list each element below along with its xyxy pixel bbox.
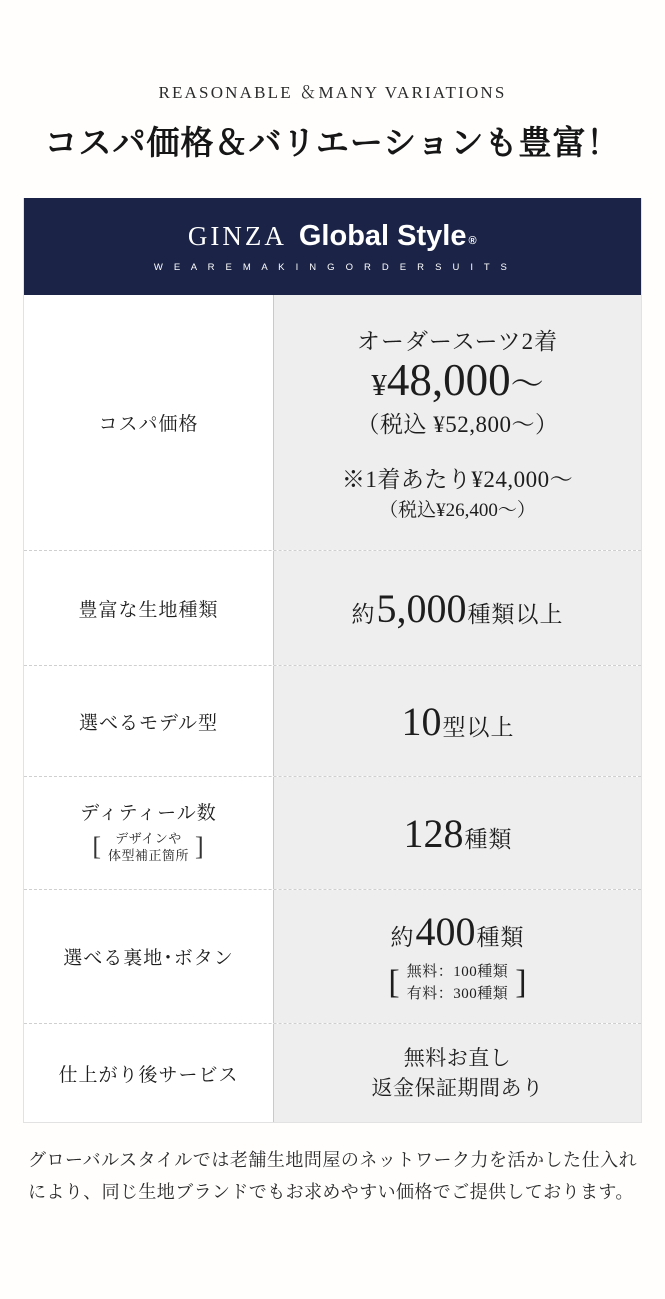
detail-bracket-line2: 体型補正箇所: [107, 848, 189, 864]
price-main-line: [371, 354, 544, 405]
service-value-text: [372, 1043, 544, 1104]
detail-value-line: [403, 810, 513, 857]
row-value-detail: [274, 777, 641, 889]
fabric-value-line: [352, 585, 564, 632]
price-tilde: 〜: [510, 366, 544, 403]
bracket-right-icon: ]: [195, 832, 205, 862]
detail-label-group: [80, 801, 217, 865]
price-yen-symbol: ¥: [371, 366, 387, 402]
row-label-lining: 選べる裏地･ボタン: [24, 890, 274, 1023]
service-line1: 無料お直し: [403, 1045, 512, 1070]
eyebrow-text: REASONABLE ＆MANY VARIATIONS: [158, 83, 507, 102]
row-label-model: 選べるモデル型: [24, 666, 274, 776]
brand-word-ginza: GINZA: [187, 221, 287, 251]
table-row: [24, 666, 641, 777]
price-per-item: ※1着あたり¥24,000〜: [341, 467, 574, 493]
bracket-left-icon: [: [92, 832, 102, 862]
registered-mark-icon: ®: [468, 235, 478, 247]
price-caption: オーダースーツ2着: [356, 328, 559, 354]
row-label-service: 仕上がり後サービス: [24, 1024, 274, 1122]
model-number: 10: [401, 698, 442, 744]
detail-number: 128: [403, 810, 464, 856]
fabric-number: 5,000: [376, 585, 467, 631]
page-title: コスパ価格＆バリエーションも豊富！: [44, 126, 621, 162]
price-amount: 48,000: [386, 354, 511, 405]
bracket-right-icon: ]: [515, 964, 527, 1001]
detail-label-bracket: [92, 830, 204, 865]
row-value-service: [274, 1024, 641, 1122]
table-row: [24, 295, 641, 551]
detail-label-bracket-text: [108, 830, 189, 865]
row-value-fabric: [274, 551, 641, 665]
lining-breakdown-text: [407, 961, 509, 1006]
lining-sub-line1: 無料：100種類: [406, 963, 509, 980]
brand-tagline: W E A R E M A K I N G O R D E R S U I T S: [153, 262, 512, 273]
brand-word-globalstyle: Global Style: [298, 220, 467, 252]
table-row: [24, 777, 641, 890]
model-value-line: [401, 698, 515, 745]
lining-breakdown: [388, 961, 526, 1006]
bracket-left-icon: [: [388, 964, 400, 1001]
table-row: [24, 890, 641, 1024]
lining-prefix: 約: [390, 924, 415, 950]
service-line2: 返金保証期間あり: [371, 1076, 544, 1100]
fabric-prefix: 約: [351, 601, 376, 627]
lining-suffix: 種類: [476, 924, 525, 950]
comparison-table: [23, 198, 642, 1123]
row-label-fabric: 豊富な生地種類: [24, 551, 274, 665]
table-row: [24, 551, 641, 666]
table-row: [24, 1024, 641, 1122]
row-value-model: [274, 666, 641, 776]
page-header: [0, 0, 665, 164]
price-tax-included: （税込 ¥52,800〜）: [356, 412, 559, 438]
lining-sub-line2: 有料：300種類: [406, 986, 509, 1002]
brand-logo: [188, 220, 477, 253]
row-label-price: コスパ価格: [24, 295, 274, 550]
lining-value-line: [391, 908, 525, 955]
footnote-text: グローバルスタイルでは老舗生地問屋のネットワーク力を活かした仕入れにより、同じ生地ブランドでもお求めやすい価格でご提供しております。: [28, 1150, 637, 1202]
fabric-suffix: 種類以上: [467, 601, 564, 627]
row-value-lining: [274, 890, 641, 1023]
lining-number: 400: [415, 908, 476, 954]
model-suffix: 型以上: [442, 714, 515, 740]
table-header-brand: [24, 198, 641, 295]
row-value-price: [274, 295, 641, 550]
row-label-detail: [24, 777, 274, 889]
detail-suffix: 種類: [464, 826, 513, 852]
detail-label-main: ディティール数: [80, 803, 217, 825]
detail-bracket-line1: デザインや: [115, 830, 182, 846]
price-per-item-tax: （税込¥26,400〜）: [379, 500, 536, 522]
